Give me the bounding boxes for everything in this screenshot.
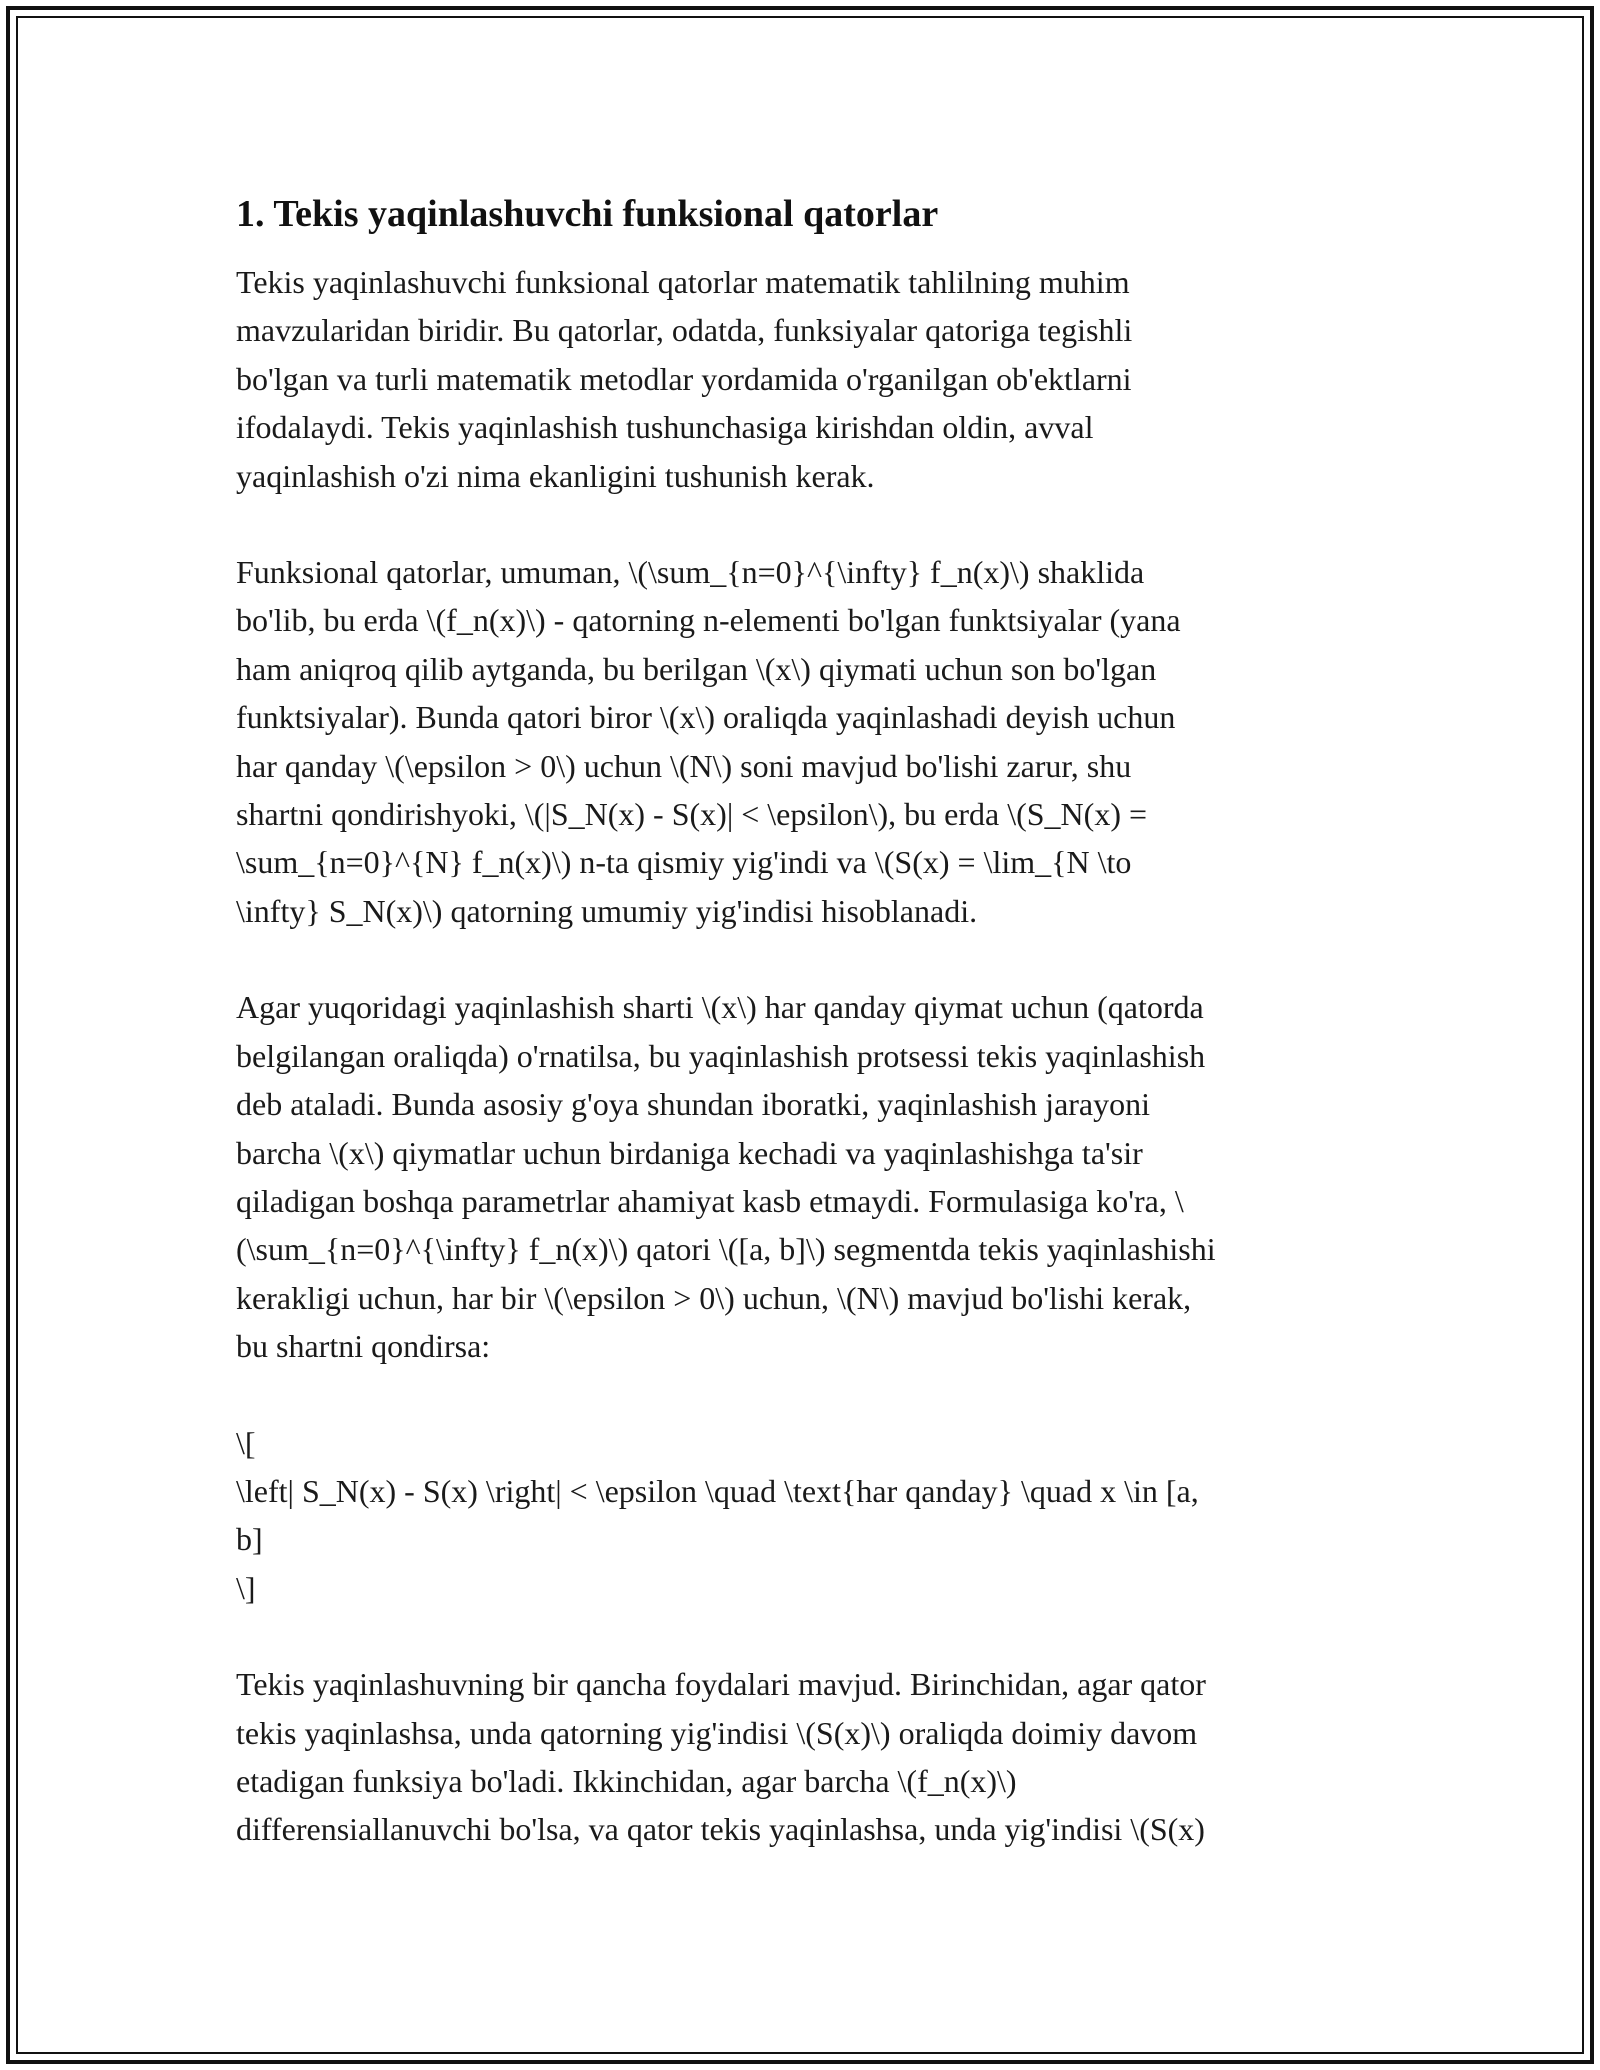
formula-line: \left| S_N(x) - S(x) \right| < \epsilon \quad \text{har qanday} \quad x \in [a,	[236, 1472, 1199, 1509]
text-line: deb ataladi. Bunda asosiy g'oya shundan iboratki, yaqinlashish jarayoni	[236, 1086, 1151, 1123]
formula-line: \[	[236, 1424, 256, 1461]
text-line: \infty} S_N(x)\) qatorning umumiy yig'indisi hisoblanadi.	[236, 892, 978, 929]
display-formula	[236, 1419, 1376, 1613]
formula-line: \]	[236, 1569, 256, 1606]
text-line: bu shartni qondirsa:	[236, 1328, 491, 1365]
text-line: barcha \(x\) qiymatlar uchun birdaniga kechadi va yaqinlashishga ta'sir	[236, 1134, 1143, 1171]
text-line: Agar yuqoridagi yaqinlashish sharti \(x\) har qanday qiymat uchun (qatorda	[236, 989, 1204, 1026]
text-line: kerakligi uchun, har bir \(\epsilon > 0\) uchun, \(N\) mavjud bo'lishi kerak,	[236, 1279, 1192, 1316]
text-line: etadigan funksiya bo'ladi. Ikkinchidan, agar barcha \(f_n(x)\)	[236, 1762, 1017, 1799]
text-line: differensiallanuvchi bo'lsa, va qator tekis yaqinlashsa, unda yig'indisi \(S(x)	[236, 1811, 1205, 1848]
text-line: Tekis yaqinlashuvchi funksional qatorlar matematik tahlilning muhim	[236, 264, 1130, 300]
text-line: har qanday \(\epsilon > 0\) uchun \(N\) soni mavjud bo'lishi zarur, shu	[236, 747, 1132, 784]
paragraph-uniform-convergence	[236, 983, 1376, 1370]
text-line: tekis yaqinlashsa, unda qatorning yig'indisi \(S(x)\) oraliqda doimiy davom	[236, 1714, 1198, 1751]
formula-line: b]	[236, 1521, 263, 1558]
text-line: qiladigan boshqa parametrlar ahamiyat kasb etmaydi. Formulasiga ko'ra, \	[236, 1182, 1184, 1219]
text-line: (\sum_{n=0}^{\infty} f_n(x)\) qatori \([a, b]\) segmentda tekis yaqinlashishi	[236, 1231, 1216, 1268]
text-line: ham aniqroq qilib aytganda, bu berilgan \(x\) qiymati uchun son bo'lgan	[236, 650, 1157, 687]
text-line: bo'lgan va turli matematik metodlar yordamida o'rganilgan ob'ektlarni	[236, 360, 1132, 397]
text-line: \sum_{n=0}^{N} f_n(x)\) n-ta qismiy yig'indi va \(S(x) = \lim_{N \to	[236, 844, 1132, 881]
paragraph-definition	[236, 548, 1376, 935]
text-line: belgilangan oraliqda) o'rnatilsa, bu yaqinlashish protsessi tekis yaqinlashish	[236, 1037, 1206, 1074]
text-line: yaqinlashish o'zi nima ekanligini tushunish kerak.	[236, 457, 875, 494]
text-line: Tekis yaqinlashuvning bir qancha foydalari mavjud. Birinchidan, agar qator	[236, 1666, 1206, 1703]
text-line: shartni qondirishyoki, \(|S_N(x) - S(x)| < \epsilon\), bu erda \(S_N(x) =	[236, 796, 1148, 833]
text-line: Funksional qatorlar, umuman, \(\sum_{n=0}^{\infty} f_n(x)\) shaklida	[236, 554, 1145, 591]
text-line: mavzularidan biridir. Bu qatorlar, odatda, funksiyalar qatoriga tegishli	[236, 312, 1133, 349]
text-line: funktsiyalar). Bunda qatori biror \(x\) oraliqda yaqinlashadi deyish uchun	[236, 699, 1176, 736]
paragraph-benefits	[236, 1660, 1376, 1854]
paragraph-intro	[236, 258, 1376, 500]
text-line: ifodalaydi. Tekis yaqinlashish tushunchasiga kirishdan oldin, avval	[236, 409, 1094, 446]
text-line: bo'lib, bu erda \(f_n(x)\) - qatorning n-elementi bo'lgan funktsiyalar (yana	[236, 602, 1181, 639]
section-heading: 1. Tekis yaqinlashuvchi funksional qatorlar	[236, 193, 939, 235]
document-body	[236, 190, 1376, 1902]
